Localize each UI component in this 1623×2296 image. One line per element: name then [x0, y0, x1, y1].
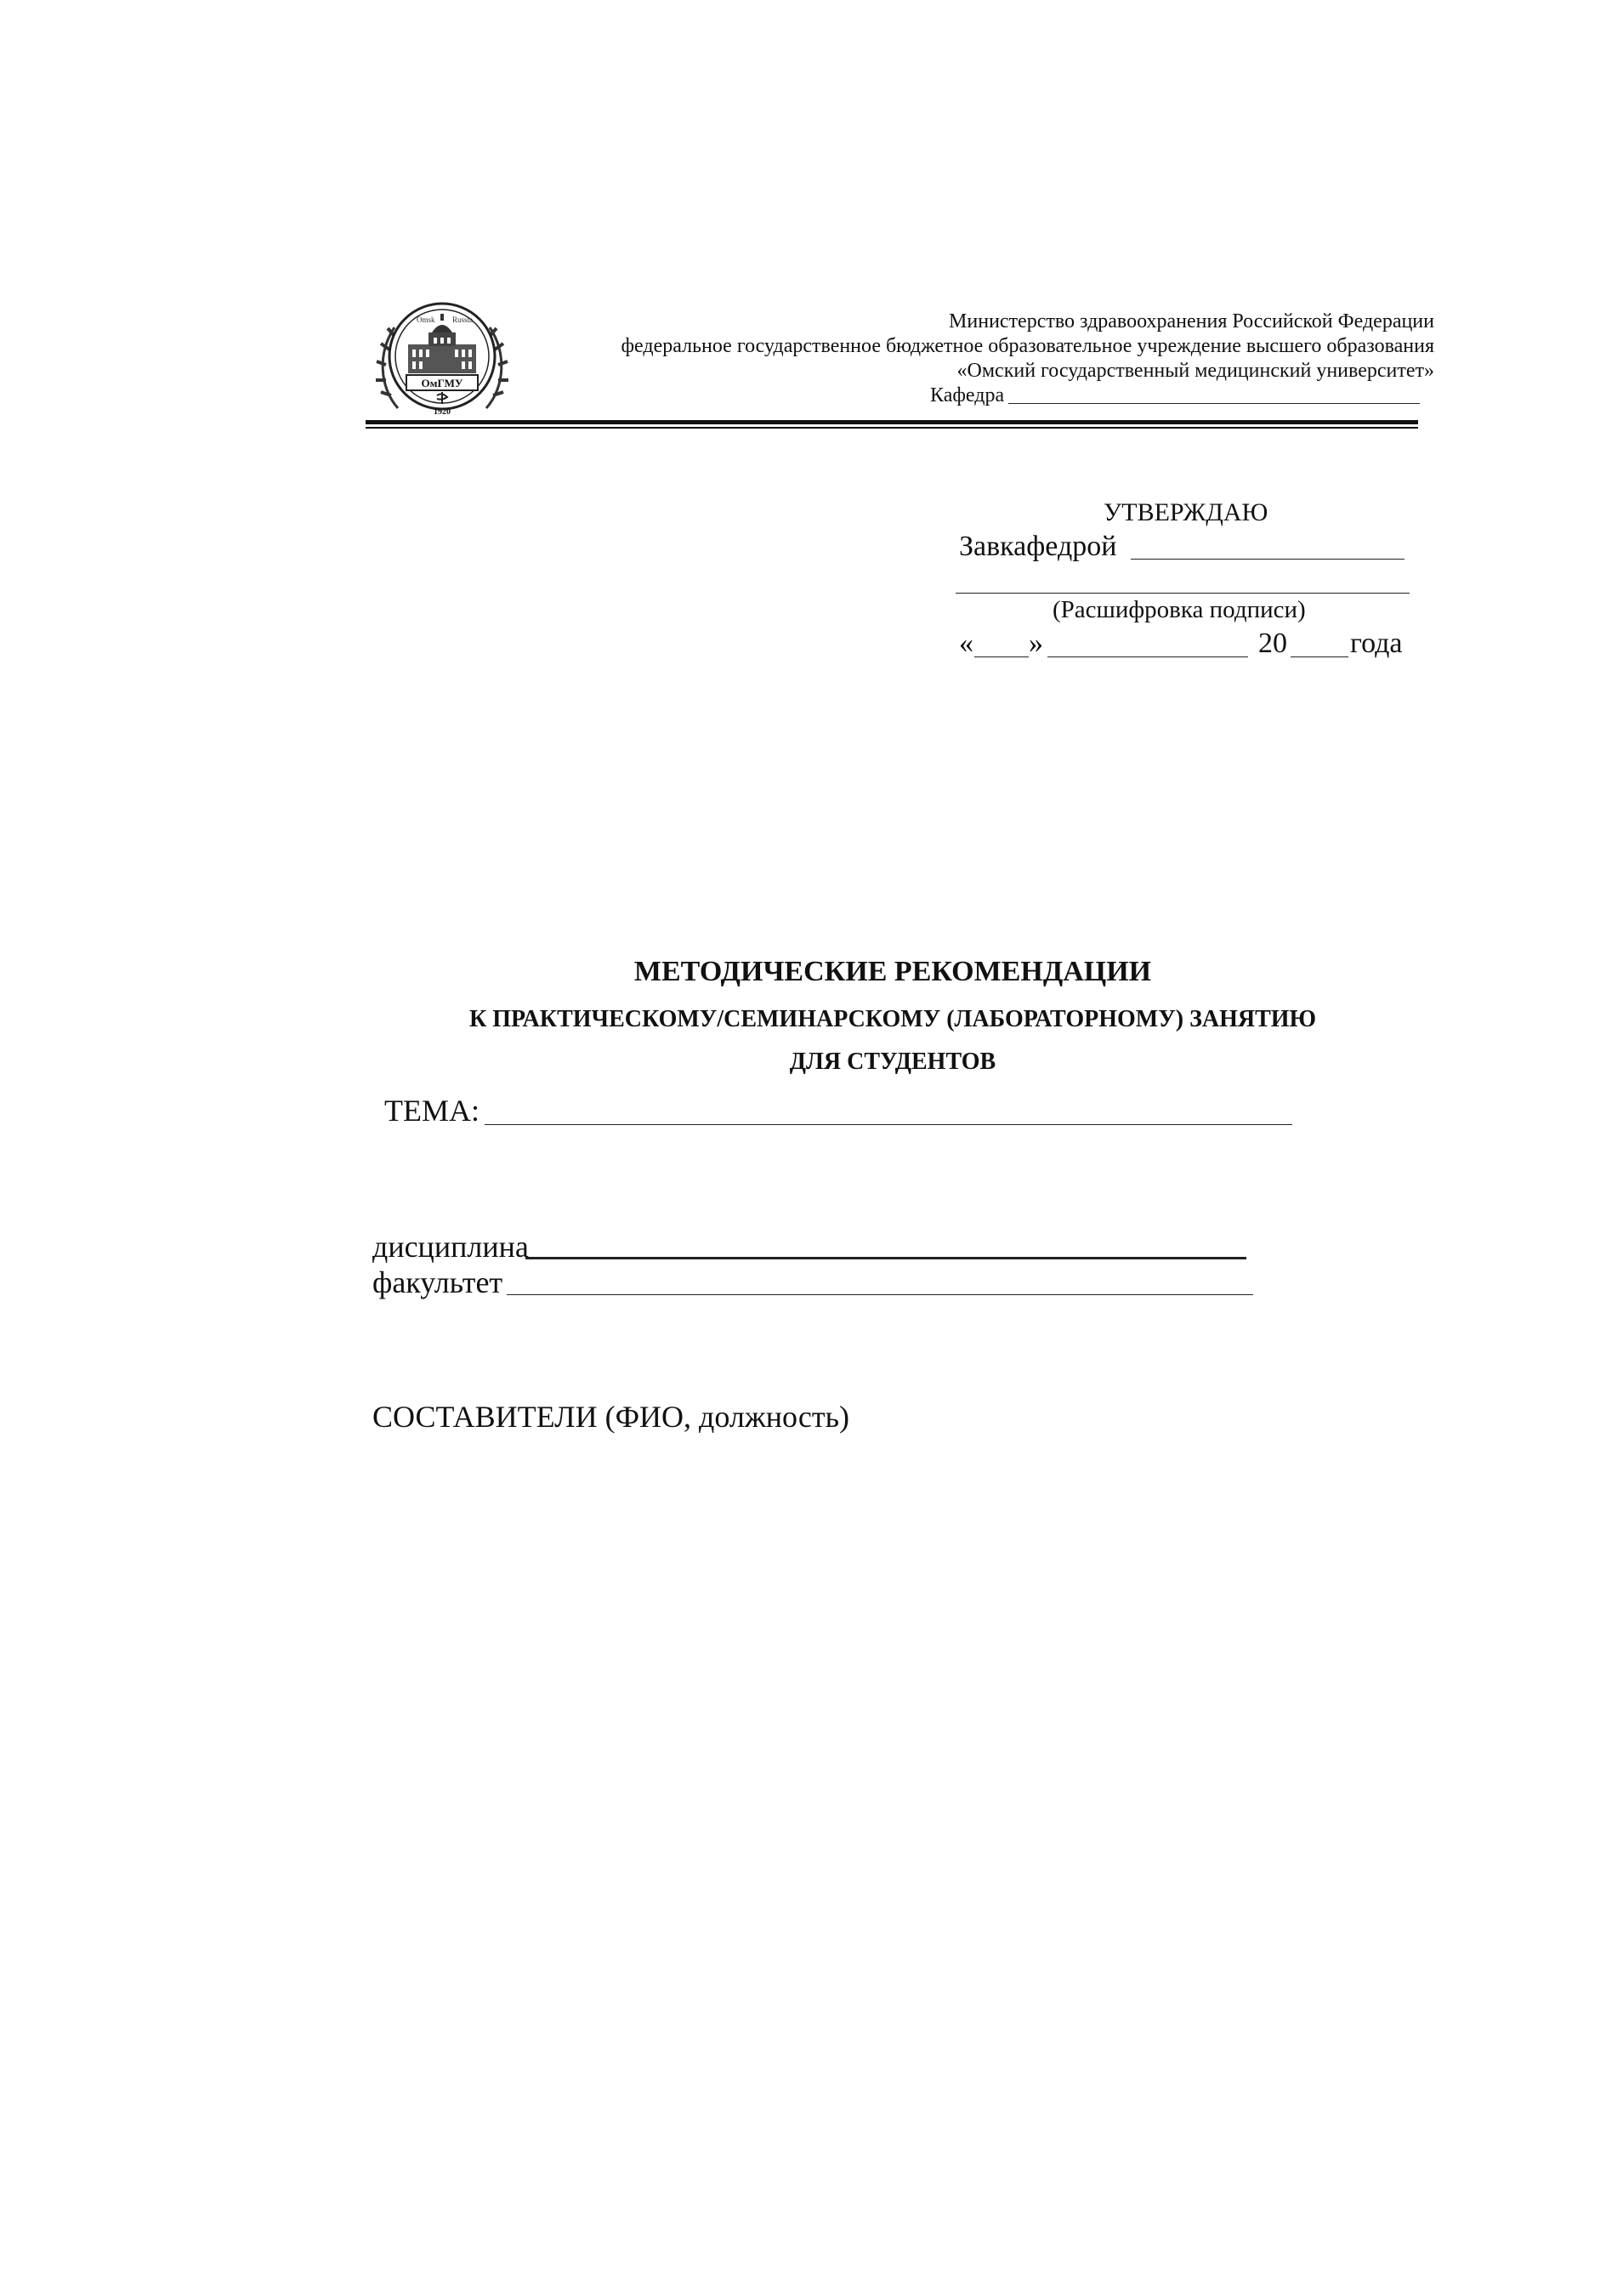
department-label: Кафедра [930, 384, 1005, 406]
head-of-department-label: Завкафедрой [959, 531, 1117, 562]
university-seal-icon [372, 285, 512, 426]
svg-text:Omsk: Omsk [417, 315, 435, 324]
faculty-label: факультет [372, 1265, 503, 1299]
date-quote-open: « [959, 628, 973, 659]
document-title: МЕТОДИЧЕСКИЕ РЕКОМЕНДАЦИИ [633, 956, 1152, 987]
topic-label: ТЕМА: [384, 1094, 480, 1128]
institution-type: федеральное государственное бюджетное образовательное учреждение высшего образования [621, 335, 1434, 357]
ministry-name: Министерство здравоохранения Российской Федерации [949, 310, 1434, 332]
signature-decoding-caption: (Расшифровка подписи) [1053, 596, 1306, 623]
document-subtitle: К ПРАКТИЧЕСКОМУ/СЕМИНАРСКОМУ (ЛАБОРАТОРНОМУ) ЗАНЯТИЮ [468, 1006, 1317, 1032]
document-audience: ДЛЯ СТУДЕНТОВ [789, 1049, 996, 1075]
date-year-word: года [1350, 628, 1403, 659]
date-day-line [974, 656, 1029, 657]
header-rule-thick [366, 420, 1418, 424]
date-year-line [1291, 656, 1348, 657]
date-century: 20 [1258, 628, 1287, 659]
university-name: «Омский государственный медицинский университет» [956, 360, 1434, 382]
svg-text:1920: 1920 [434, 407, 451, 417]
svg-text:ОмГМУ: ОмГМУ [421, 377, 463, 389]
authors-label: СОСТАВИТЕЛИ (ФИО, должность) [372, 1400, 849, 1434]
university-seal [372, 285, 512, 426]
discipline-line [525, 1257, 1246, 1259]
date-month-line [1047, 656, 1248, 657]
approve-heading: УТВЕРЖДАЮ [1104, 498, 1268, 526]
faculty-line [507, 1294, 1253, 1295]
header-rule-thin [366, 427, 1418, 429]
svg-text:Russia: Russia [452, 315, 474, 324]
topic-line [485, 1124, 1292, 1125]
signature-decoding-line [956, 593, 1410, 594]
signature-line [1131, 559, 1405, 560]
discipline-label: дисциплина [372, 1230, 529, 1264]
department-line [1008, 403, 1420, 404]
date-quote-close: » [1029, 628, 1043, 659]
